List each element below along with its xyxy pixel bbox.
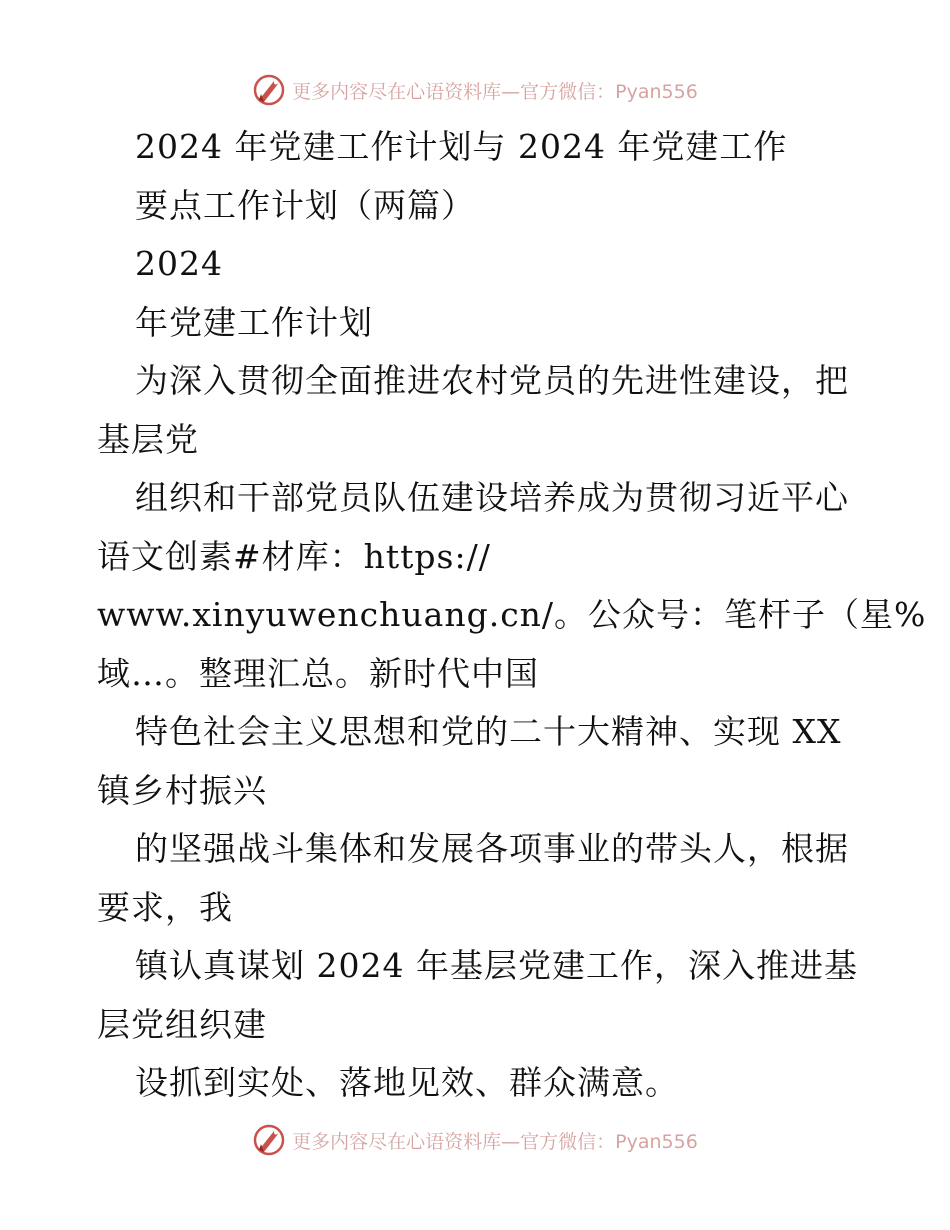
text-line: 镇认真谋划 2024 年基层党建工作，深入推进基: [135, 946, 858, 985]
text-line: 为深入贯彻全面推进农村党员的先进性建设，把: [135, 361, 849, 400]
footer-watermark: [0, 1120, 950, 1160]
text-line: 的坚强战斗集体和发展各项事业的带头人，根据: [135, 829, 849, 868]
document-body: [97, 118, 927, 1113]
text-line: 镇乡村振兴: [97, 770, 267, 810]
text-line: 年党建工作计划: [135, 302, 373, 342]
text-line: www.xinyuwenchuang.cn/。公众号：笔杆子（星%: [97, 595, 927, 634]
text-line: 基层党: [97, 419, 199, 459]
text-line: 2024: [135, 244, 223, 283]
text-line: 特色社会主义思想和党的二十大精神、实现 XX: [135, 712, 842, 751]
text-line: 层党组织建: [97, 1004, 267, 1044]
watermark-group: [252, 73, 698, 107]
text-line: 语文创素#材库：https://: [97, 536, 491, 576]
text-line: 组织和干部党员队伍建设培养成为贯彻习近平心: [135, 478, 849, 517]
text-line: 要点工作计划（两篇）: [135, 185, 475, 225]
text-line: 设抓到实处、落地见效、群众满意。: [135, 1063, 679, 1102]
text-line: 要求，我: [97, 887, 233, 927]
watermark-text: 更多内容尽在心语资料库—官方微信：Pyan556: [292, 80, 698, 103]
header-watermark: [0, 70, 950, 110]
pen-logo-icon: [252, 73, 286, 107]
watermark-text: 更多内容尽在心语资料库—官方微信：Pyan556: [292, 1130, 698, 1153]
watermark-group: [252, 1123, 698, 1157]
text-line: 域…。整理汇总。新时代中国: [97, 653, 539, 693]
pen-logo-icon: [252, 1123, 286, 1157]
text-line: 2024 年党建工作计划与 2024 年党建工作: [135, 127, 788, 166]
